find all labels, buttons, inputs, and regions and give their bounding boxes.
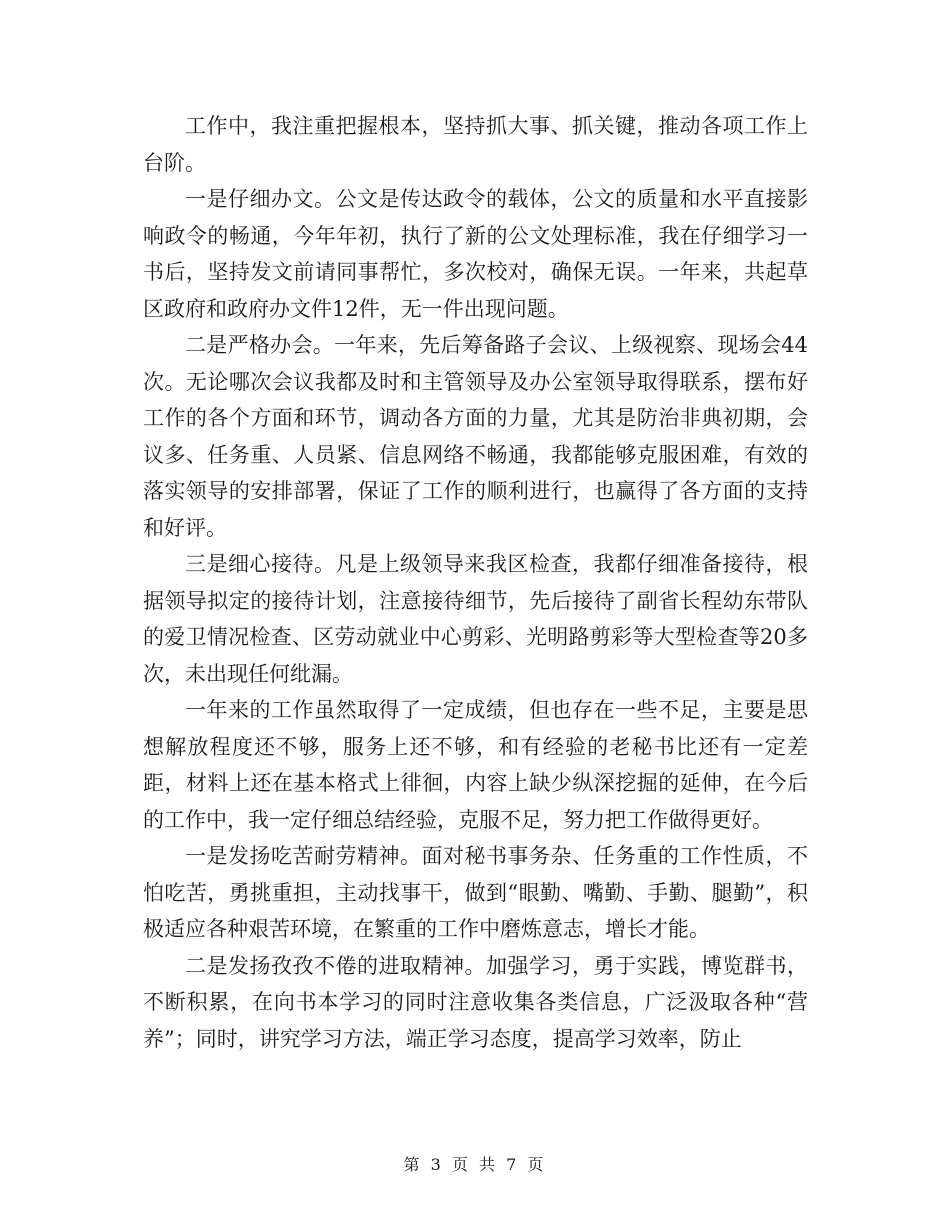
paragraph-reception: 三是细心接待。凡是上级领导来我区检查，我都仔细准备接待，根据领导拟定的接待计划，注意接待细节，先后接待了副省长程幼东带队的爱卫情况检查、区劳动就业中心剪彩、光明路剪彩等大型检查等20多次，未出现任何纰漏。: [143, 552, 808, 686]
paragraph-documents: 一是仔细办文。公文是传达政令的载体，公文的质量和水平直接影响政令的畅通，今年年初，执行了新的公文处理标准，我在仔细学习一书后，坚持发文前请同事帮忙，多次校对，确保无误。一年来，共起草区政府和政府办文件12件，无一件出现问题。: [143, 187, 808, 321]
page-number-footer: 第 3 页 共 7 页: [403, 1155, 547, 1174]
document-body: [143, 108, 808, 1057]
paragraph-intro: 工作中，我注重把握根本，坚持抓大事、抓关键，推动各项工作上台阶。: [143, 114, 808, 175]
paragraph-meetings: 二是严格办会。一年来，先后筹备路子会议、上级视察、现场会44次。无论哪次会议我都及时和主管领导及办公室领导取得联系，摆布好工作的各个方面和环节，调动各方面的力量，尤其是防治非典初期，会议多、任务重、人员紧、信息网络不畅通，我都能够克服困难，有效的落实领导的安排部署，保证了工作的顺利进行，也赢得了各方面的支持和好评。: [143, 333, 808, 540]
paragraph-shortcomings: 一年来的工作虽然取得了一定成绩，但也存在一些不足，主要是思想解放程度还不够，服务上还不够，和有经验的老秘书比还有一定差距，材料上还在基本格式上徘徊，内容上缺少纵深挖掘的延伸，在今后的工作中，我一定仔细总结经验，克服不足，努力把工作做得更好。: [143, 698, 808, 832]
paragraph-hardwork: 一是发扬吃苦耐劳精神。面对秘书事务杂、任务重的工作性质，不怕吃苦，勇挑重担，主动找事干，做到“眼勤、嘴勤、手勤、腿勤”，积极适应各种艰苦环境，在繁重的工作中磨炼意志，增长才能。: [143, 844, 808, 941]
paragraph-learning: 二是发扬孜孜不倦的进取精神。加强学习，勇于实践，博览群书，不断积累，在向书本学习的同时注意收集各类信息，广泛汲取各种“营养”；同时，讲究学习方法，端正学习态度，提高学习效率，防止: [143, 953, 808, 1051]
